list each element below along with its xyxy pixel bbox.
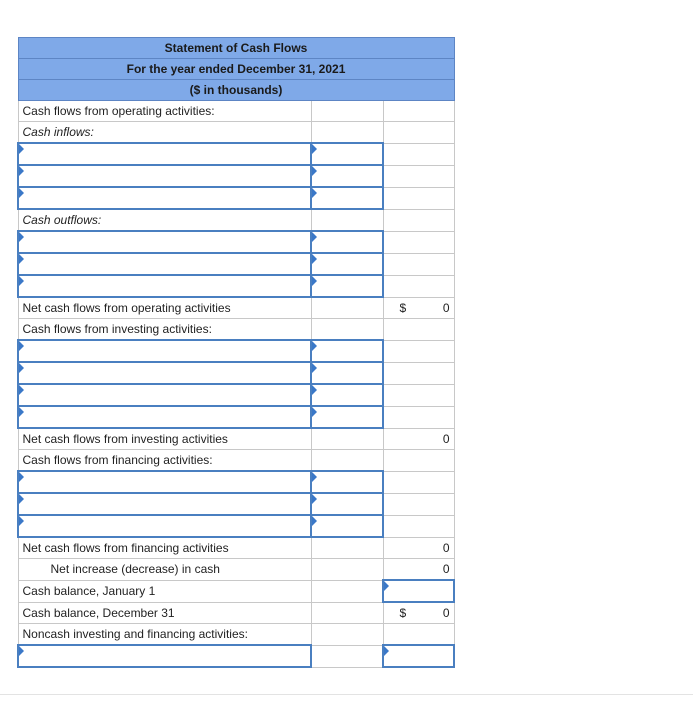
- investing-2-amount-input[interactable]: [311, 362, 383, 384]
- inflow-3-amount-input[interactable]: [311, 187, 383, 209]
- net-operating-value: 0: [442, 300, 450, 315]
- inflow-2-amount-input[interactable]: [311, 165, 383, 187]
- table-row: [18, 450, 454, 472]
- operating-heading: Cash flows from operating activities:: [18, 101, 311, 122]
- investing-2-description-input[interactable]: [18, 362, 311, 384]
- investing-3-amount-input[interactable]: [311, 384, 383, 406]
- net-financing-value: 0: [383, 537, 454, 559]
- noncash-heading: Noncash investing and financing activities:: [18, 624, 311, 646]
- table-row: [18, 384, 454, 406]
- investing-4-description-input[interactable]: [18, 406, 311, 428]
- table-row: [18, 165, 454, 187]
- table-row: [18, 122, 454, 144]
- statement-title: Statement of Cash Flows: [18, 38, 454, 59]
- cash-flow-statement: [17, 37, 455, 668]
- investing-1-amount-input[interactable]: [311, 340, 383, 362]
- table-row: [18, 275, 454, 297]
- table-row: [18, 319, 454, 341]
- table-row: [18, 143, 454, 165]
- outflow-3-description-input[interactable]: [18, 275, 311, 297]
- balance-jan-label: Cash balance, January 1: [18, 580, 311, 602]
- cash-outflows-heading: Cash outflows:: [18, 209, 311, 231]
- table-row: [18, 362, 454, 384]
- table-row: [18, 537, 454, 559]
- table-row: [18, 406, 454, 428]
- header-units-row: [18, 80, 454, 101]
- noncash-description-input[interactable]: [18, 645, 311, 667]
- inflow-3-description-input[interactable]: [18, 187, 311, 209]
- net-increase-value: 0: [383, 559, 454, 581]
- outflow-2-amount-input[interactable]: [311, 253, 383, 275]
- statement-period: For the year ended December 31, 2021: [18, 59, 454, 80]
- inflow-1-amount-input[interactable]: [311, 143, 383, 165]
- noncash-amount-input[interactable]: [383, 645, 454, 667]
- table-row: [18, 101, 454, 122]
- financing-3-amount-input[interactable]: [311, 515, 383, 537]
- outflow-1-amount-input[interactable]: [311, 231, 383, 253]
- net-operating-cell: [383, 297, 454, 319]
- balance-jan-input[interactable]: [383, 580, 454, 602]
- table-row: [18, 297, 454, 319]
- balance-dec-value: 0: [442, 606, 450, 620]
- cash-inflows-heading: Cash inflows:: [18, 122, 311, 144]
- financing-heading: Cash flows from financing activities:: [18, 450, 311, 472]
- net-increase-label: Net increase (decrease) in cash: [18, 559, 311, 581]
- dollar-sign: $: [399, 300, 407, 315]
- outflow-2-description-input[interactable]: [18, 253, 311, 275]
- table-row: [18, 645, 454, 667]
- table-row: [18, 187, 454, 209]
- investing-1-description-input[interactable]: [18, 340, 311, 362]
- table-row: [18, 428, 454, 450]
- balance-dec-label: Cash balance, December 31: [18, 602, 311, 624]
- table-row: [18, 340, 454, 362]
- financing-1-description-input[interactable]: [18, 471, 311, 493]
- dollar-sign: $: [399, 606, 407, 620]
- net-investing-label: Net cash flows from investing activities: [18, 428, 311, 450]
- table-row: [18, 253, 454, 275]
- financing-2-amount-input[interactable]: [311, 493, 383, 515]
- outflow-1-description-input[interactable]: [18, 231, 311, 253]
- investing-3-description-input[interactable]: [18, 384, 311, 406]
- table-row: [18, 493, 454, 515]
- net-operating-label: Net cash flows from operating activities: [18, 297, 311, 319]
- table-row: [18, 231, 454, 253]
- statement-units: ($ in thousands): [18, 80, 454, 101]
- financing-2-description-input[interactable]: [18, 493, 311, 515]
- table-row: [18, 559, 454, 581]
- inflow-1-description-input[interactable]: [18, 143, 311, 165]
- footer-divider: [0, 694, 693, 695]
- financing-1-amount-input[interactable]: [311, 471, 383, 493]
- header-title-row: [18, 38, 454, 59]
- investing-heading: Cash flows from investing activities:: [18, 319, 311, 341]
- table-row: [18, 580, 454, 602]
- inflow-2-description-input[interactable]: [18, 165, 311, 187]
- table-row: [18, 471, 454, 493]
- table-row: [18, 515, 454, 537]
- table-row: [18, 624, 454, 646]
- net-investing-value: 0: [383, 428, 454, 450]
- table-row: [18, 602, 454, 624]
- header-period-row: [18, 59, 454, 80]
- balance-dec-cell: [383, 602, 454, 624]
- net-financing-label: Net cash flows from financing activities: [18, 537, 311, 559]
- financing-3-description-input[interactable]: [18, 515, 311, 537]
- outflow-3-amount-input[interactable]: [311, 275, 383, 297]
- table-row: [18, 209, 454, 231]
- investing-4-amount-input[interactable]: [311, 406, 383, 428]
